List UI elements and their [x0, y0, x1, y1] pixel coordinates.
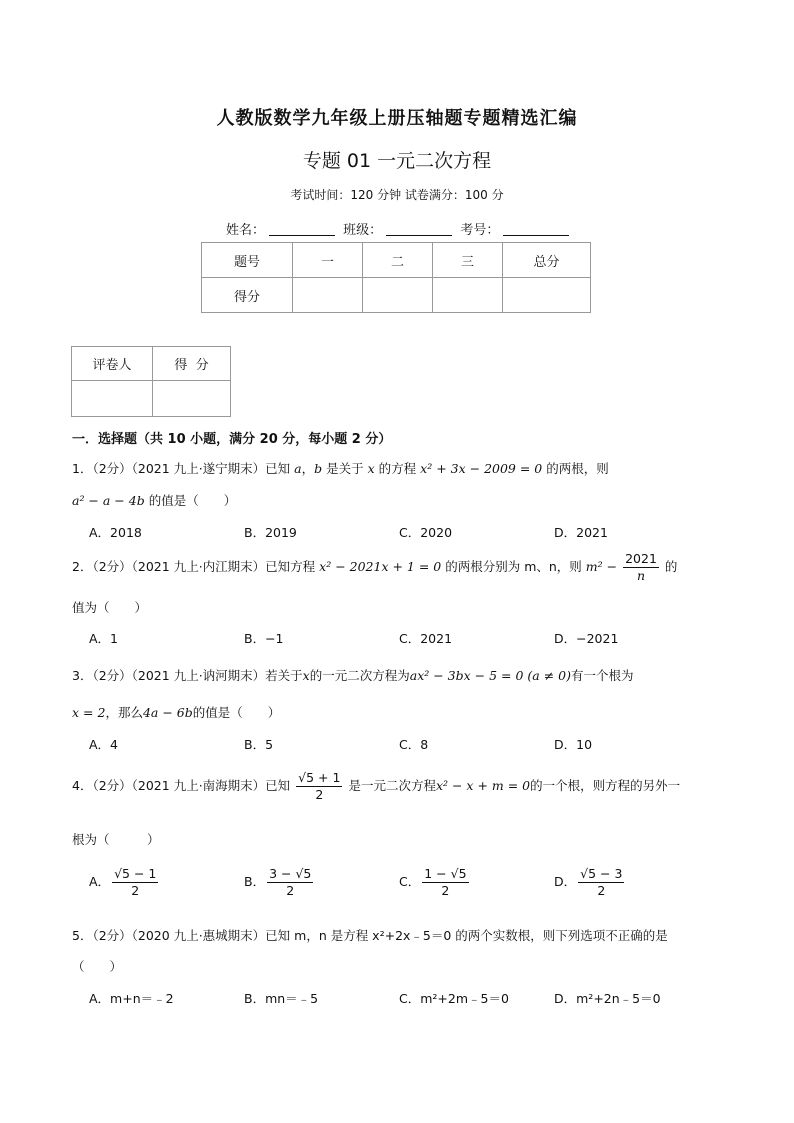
question-2-option-c[interactable]: C．2021 [399, 631, 453, 646]
student-info-fields [226, 219, 573, 238]
grader-label: 评卷人 [72, 347, 153, 381]
question-2-option-b[interactable]: B．−1 [244, 631, 284, 646]
score-table-row [202, 278, 591, 313]
question-5-option-b[interactable]: B．mn＝﹣5 [244, 991, 319, 1006]
question-5-option-c[interactable]: C．m²+2m﹣5＝0 [399, 991, 509, 1006]
question-2-option-d[interactable]: D．−2021 [554, 631, 619, 646]
question-4-equation: x² − x + m = 0 [435, 778, 531, 793]
number-label: 考号： [460, 223, 500, 238]
grader-table [71, 346, 231, 417]
name-blank[interactable] [269, 223, 335, 236]
question-1-option-b[interactable]: B．2019 [244, 525, 297, 540]
question-1-line-2: a² − a − 4b 的值是（ ） [72, 493, 237, 508]
grader-score-label: 得 分 [153, 347, 231, 381]
question-3-option-a[interactable]: A．4 [89, 737, 119, 752]
score-table [201, 242, 591, 313]
question-1-equation: x² + 3x − 2009 = 0 [420, 461, 543, 476]
score-table-header-row [202, 243, 591, 278]
question-4-line-2: 根为（ ） [72, 832, 160, 847]
grader-score-cell[interactable] [153, 381, 231, 417]
document-title: 人教版数学九年级上册压轴题专题精选汇编 [216, 108, 578, 129]
question-3-option-c[interactable]: C．8 [399, 737, 429, 752]
score-cell[interactable] [503, 278, 591, 313]
question-2-option-a[interactable]: A．1 [89, 631, 119, 646]
score-header-cell: 三 [433, 243, 503, 278]
question-1-line-1: 1．（2分）（2021 九上·遂宁期末）已知 a，b 是关于 x 的方程 x² + 3x − 2009 = 0 的两根，则 [72, 461, 609, 476]
document-subtitle: 专题 01 一元二次方程 [302, 150, 492, 172]
question-2-line-1: 2．（2分）（2021 九上·内江期末）已知方程 x² − 2021x + 1 = 0 的两根分别为 m、n，则 m² − $\frac{2021}{n}$ 的 [72, 551, 678, 583]
grader-cell[interactable] [72, 381, 153, 417]
score-header-cell: 二 [363, 243, 433, 278]
question-3-option-b[interactable]: B．5 [244, 737, 274, 752]
question-3-option-d[interactable]: D．10 [554, 737, 593, 752]
question-3-line-1: 3．（2分）（2021 九上·讷河期末）若关于x的一元二次方程为ax² − 3bx − 5 = 0 (a ≠ 0)有一个根为 [72, 668, 634, 683]
class-label: 班级： [343, 223, 383, 238]
exam-info: 考试时间：120 分钟 试卷满分：100 分 [290, 188, 504, 202]
name-label: 姓名： [226, 223, 266, 238]
class-blank[interactable] [386, 223, 452, 236]
score-row-label: 得分 [202, 278, 293, 313]
question-4-option-d[interactable]: D． $\frac{√5 - 3}{2}$ [554, 866, 623, 898]
question-5-option-d[interactable]: D．m²+2n﹣5＝0 [554, 991, 661, 1006]
question-5-line-2: （ ） [72, 959, 123, 974]
question-1-option-a[interactable]: A．2018 [89, 525, 142, 540]
question-2-line-2: 值为（ ） [72, 600, 148, 615]
score-cell[interactable] [363, 278, 433, 313]
question-4-fraction: $\frac{√5 + 1}{2}$ [298, 770, 341, 802]
question-4-line-1: 4．（2分）（2021 九上·南海期末）已知 $\frac{√5 + 1}{2}$ 是一元二次方程x² − x + m = 0的一个根，则方程的另外一 [72, 770, 681, 802]
score-cell[interactable] [433, 278, 503, 313]
question-1-option-d[interactable]: D．2021 [554, 525, 608, 540]
question-2-fraction: $\frac{2021}{n}$ [625, 551, 657, 583]
score-cell[interactable] [293, 278, 363, 313]
question-3-line-2: x = 2，那么4a − 6b的值是（ ） [72, 705, 281, 720]
number-blank[interactable] [503, 223, 569, 236]
section-title: 一．选择题（共 10 小题，满分 20 分，每小题 2 分） [72, 432, 392, 447]
score-header-cell: 总分 [503, 243, 591, 278]
score-header-cell: 题号 [202, 243, 293, 278]
question-3-equation: ax² − 3bx − 5 = 0 (a ≠ 0) [409, 668, 571, 683]
question-1-option-c[interactable]: C．2020 [399, 525, 453, 540]
question-4-option-c[interactable]: C． $\frac{1 - √5}{2}$ [399, 866, 467, 898]
question-5-line-1: 5．（2分）（2020 九上·惠城期末）已知 m，n 是方程 x²+2x﹣5＝0 的两个实数根，则下列选项不正确的是 [72, 928, 668, 943]
question-4-option-a[interactable]: A． $\frac{√5 - 1}{2}$ [89, 866, 157, 898]
question-2-equation: x² − 2021x + 1 = 0 [319, 559, 442, 574]
score-header-cell: 一 [293, 243, 363, 278]
question-4-option-b[interactable]: B． $\frac{3 - √5}{2}$ [244, 866, 312, 898]
question-5-option-a[interactable]: A．m+n＝﹣2 [89, 991, 174, 1006]
